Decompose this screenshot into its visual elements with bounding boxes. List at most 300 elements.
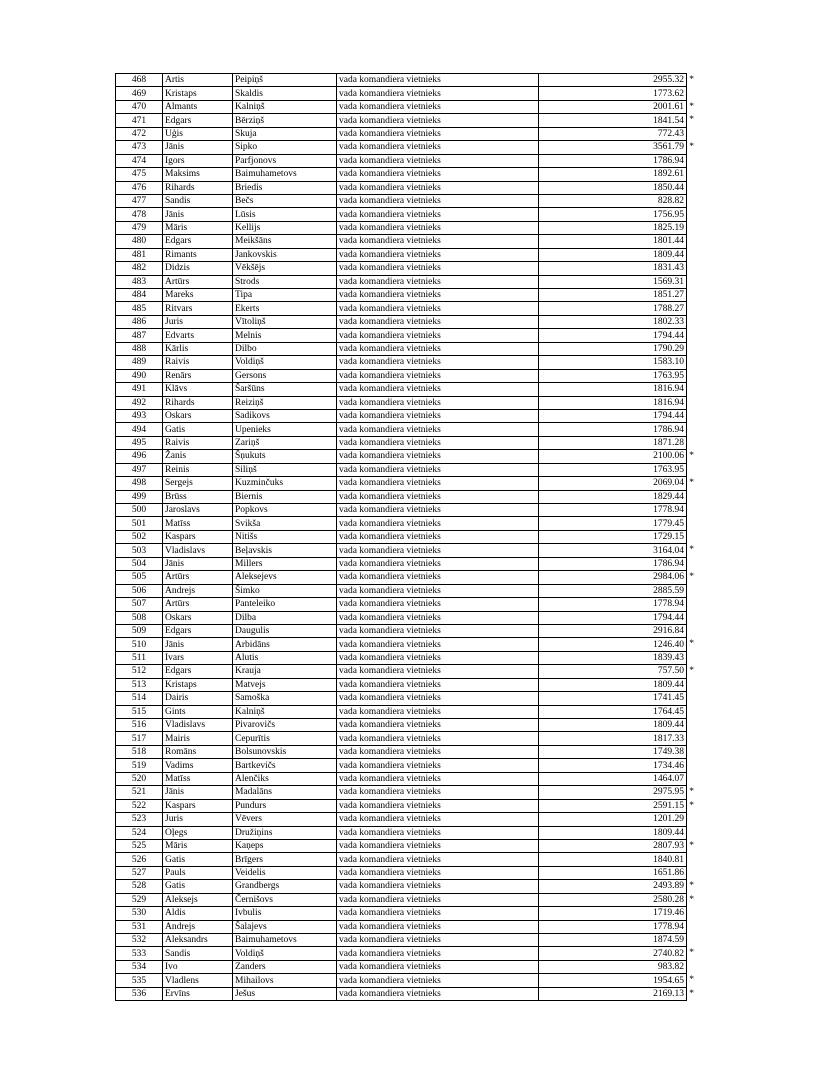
first-name-cell: Artūrs [163,275,233,288]
first-name-cell: Uģis [163,127,233,140]
first-name-cell: Edvarts [163,329,233,342]
amount-cell [539,584,687,597]
amount-value: 1741.45 [653,693,684,704]
row-number-cell: 535 [116,974,163,987]
amount-value: 1569.31 [653,276,684,287]
row-number-cell: 525 [116,839,163,852]
last-name-cell: Arbidāns [233,638,337,651]
position-cell: vada komandiera vietnieks [337,651,539,664]
first-name-cell: Jānis [163,208,233,221]
amount-cell [539,732,687,745]
amount-cell [539,759,687,772]
amount-cell [539,221,687,234]
first-name-cell: Gatis [163,423,233,436]
last-name-cell: Nitišs [233,530,337,543]
position-cell: vada komandiera vietnieks [337,920,539,933]
amount-value: 1794.44 [653,612,684,623]
position-cell: vada komandiera vietnieks [337,477,539,490]
last-name-cell: Voldiņš [233,356,337,369]
asterisk-mark: * [689,115,694,126]
first-name-cell: Ivars [163,651,233,664]
position-cell: vada komandiera vietnieks [337,463,539,476]
amount-cell [539,839,694,852]
position-cell: vada komandiera vietnieks [337,87,539,100]
last-name-cell: Veidelis [233,866,337,879]
table-row [116,571,687,584]
amount-value: 2169.13 [653,988,684,999]
position-cell: vada komandiera vietnieks [337,181,539,194]
amount-cell [539,329,687,342]
amount-cell [539,934,687,947]
amount-value: 1841.54 [653,115,684,126]
personnel-table [115,73,694,1001]
amount-value: 772.43 [657,128,684,139]
amount-cell [539,893,694,906]
row-number-cell: 524 [116,826,163,839]
table-row [116,772,687,785]
row-number-cell: 492 [116,396,163,409]
amount-value: 1840.81 [653,854,684,865]
position-cell: vada komandiera vietnieks [337,584,539,597]
table-row [116,866,687,879]
amount-cell [539,315,687,328]
row-number-cell: 526 [116,853,163,866]
table-row [116,665,687,678]
row-number-cell: 512 [116,665,163,678]
amount-value: 2807.93 [653,841,684,852]
position-cell: vada komandiera vietnieks [337,423,539,436]
amount-cell [539,87,687,100]
row-number-cell: 518 [116,745,163,758]
row-number-cell: 533 [116,947,163,960]
first-name-cell: Andrejs [163,920,233,933]
row-number-cell: 490 [116,369,163,382]
amount-cell [539,235,687,248]
row-number-cell: 504 [116,557,163,570]
amount-cell [539,409,687,422]
amount-cell [539,100,694,113]
row-number-cell: 488 [116,342,163,355]
first-name-cell: Aleksejs [163,893,233,906]
position-cell: vada komandiera vietnieks [337,665,539,678]
last-name-cell: Dilba [233,611,337,624]
position-cell: vada komandiera vietnieks [337,934,539,947]
last-name-cell: Skuja [233,127,337,140]
amount-cell [539,692,687,705]
row-number-cell: 503 [116,544,163,557]
first-name-cell: Artūrs [163,571,233,584]
last-name-cell: Kuzminčuks [233,477,337,490]
amount-value: 828.82 [657,196,684,207]
position-cell: vada komandiera vietnieks [337,813,539,826]
row-number-cell: 479 [116,221,163,234]
position-cell: vada komandiera vietnieks [337,866,539,879]
amount-value: 1778.94 [653,599,684,610]
position-cell: vada komandiera vietnieks [337,141,539,154]
asterisk-mark: * [689,840,694,851]
amount-cell [539,624,687,637]
last-name-cell: Šalajevs [233,920,337,933]
position-cell: vada komandiera vietnieks [337,194,539,207]
position-cell: vada komandiera vietnieks [337,369,539,382]
row-number-cell: 494 [116,423,163,436]
last-name-cell: Madalāns [233,786,337,799]
row-number-cell: 511 [116,651,163,664]
table-row [116,907,687,920]
row-number-cell: 507 [116,598,163,611]
amount-cell [539,745,687,758]
amount-cell [539,974,694,987]
amount-value: 1763.95 [653,370,684,381]
first-name-cell: Jānis [163,786,233,799]
asterisk-mark: * [689,572,694,583]
amount-value: 1829.44 [653,491,684,502]
first-name-cell: Didzis [163,262,233,275]
position-cell: vada komandiera vietnieks [337,504,539,517]
last-name-cell: Bartkevičs [233,759,337,772]
amount-value: 2580.28 [653,894,684,905]
first-name-cell: Vadims [163,759,233,772]
amount-value: 1831.43 [653,263,684,274]
row-number-cell: 534 [116,960,163,973]
last-name-cell: Meikšāns [233,235,337,248]
first-name-cell: Kristaps [163,678,233,691]
row-number-cell: 495 [116,436,163,449]
last-name-cell: Vēkšējs [233,262,337,275]
first-name-cell: Reinis [163,463,233,476]
row-number-cell: 530 [116,907,163,920]
amount-value: 1809.44 [653,827,684,838]
amount-value: 2001.61 [653,102,684,113]
amount-cell [539,719,687,732]
row-number-cell: 531 [116,920,163,933]
amount-cell [539,356,687,369]
amount-cell [539,571,694,584]
table-row [116,893,687,906]
position-cell: vada komandiera vietnieks [337,544,539,557]
amount-value: 1246.40 [653,639,684,650]
position-cell: vada komandiera vietnieks [337,275,539,288]
amount-value: 1719.46 [653,908,684,919]
last-name-cell: Sadikovs [233,409,337,422]
table-row [116,705,687,718]
row-number-cell: 499 [116,490,163,503]
amount-cell [539,530,687,543]
first-name-cell: Andrejs [163,584,233,597]
last-name-cell: Dilbo [233,342,337,355]
last-name-cell: Grandbergs [233,880,337,893]
last-name-cell: Bērziņš [233,114,337,127]
amount-cell [539,947,694,960]
last-name-cell: Millers [233,557,337,570]
last-name-cell: Ekerts [233,302,337,315]
table-row [116,813,687,826]
first-name-cell: Aldis [163,907,233,920]
table-row [116,275,687,288]
table-row [116,624,687,637]
amount-cell [539,799,694,812]
amount-cell [539,960,687,973]
last-name-cell: Alenčiks [233,772,337,785]
first-name-cell: Edgars [163,624,233,637]
position-cell: vada komandiera vietnieks [337,557,539,570]
last-name-cell: Svikša [233,517,337,530]
table-row [116,141,687,154]
amount-value: 1734.46 [653,760,684,771]
table-row [116,853,687,866]
last-name-cell: Siliņš [233,463,337,476]
last-name-cell: Strods [233,275,337,288]
position-cell: vada komandiera vietnieks [337,598,539,611]
amount-value: 2740.82 [653,948,684,959]
last-name-cell: Ivbulis [233,907,337,920]
amount-cell [539,450,694,463]
amount-value: 1871.28 [653,438,684,449]
last-name-cell: Šaršūns [233,383,337,396]
table-row [116,504,687,517]
last-name-cell: Bolsunovskis [233,745,337,758]
asterisk-mark: * [689,975,694,986]
amount-cell [539,114,694,127]
first-name-cell: Igors [163,154,233,167]
first-name-cell: Māris [163,839,233,852]
first-name-cell: Žanis [163,450,233,463]
position-cell: vada komandiera vietnieks [337,893,539,906]
amount-value: 1801.44 [653,236,684,247]
position-cell: vada komandiera vietnieks [337,208,539,221]
asterisk-mark: * [689,639,694,650]
amount-value: 1729.15 [653,532,684,543]
position-cell: vada komandiera vietnieks [337,826,539,839]
table-row [116,880,687,893]
position-cell: vada komandiera vietnieks [337,396,539,409]
amount-cell [539,342,687,355]
row-number-cell: 520 [116,772,163,785]
position-cell: vada komandiera vietnieks [337,624,539,637]
row-number-cell: 527 [116,866,163,879]
last-name-cell: Krauja [233,665,337,678]
position-cell: vada komandiera vietnieks [337,772,539,785]
amount-cell [539,141,694,154]
amount-value: 1851.27 [653,290,684,301]
position-cell: vada komandiera vietnieks [337,262,539,275]
first-name-cell: Edgars [163,665,233,678]
first-name-cell: Gatis [163,880,233,893]
row-number-cell: 478 [116,208,163,221]
row-number-cell: 536 [116,987,163,1000]
table-row [116,194,687,207]
last-name-cell: Kalniņš [233,100,337,113]
amount-cell [539,920,687,933]
table-row [116,598,687,611]
amount-value: 1779.45 [653,518,684,529]
amount-value: 983.82 [657,962,684,973]
table-row [116,719,687,732]
amount-value: 1749.38 [653,747,684,758]
table-row [116,342,687,355]
amount-cell [539,154,687,167]
amount-value: 1651.86 [653,868,684,879]
last-name-cell: Tipa [233,289,337,302]
amount-value: 3164.04 [653,545,684,556]
row-number-cell: 514 [116,692,163,705]
row-number-cell: 469 [116,87,163,100]
row-number-cell: 532 [116,934,163,947]
row-number-cell: 475 [116,168,163,181]
amount-cell [539,463,687,476]
first-name-cell: Jānis [163,557,233,570]
table-row [116,315,687,328]
table-row [116,450,687,463]
position-cell: vada komandiera vietnieks [337,74,539,87]
asterisk-mark: * [689,881,694,892]
position-cell: vada komandiera vietnieks [337,987,539,1000]
row-number-cell: 476 [116,181,163,194]
table-row [116,530,687,543]
first-name-cell: Rihards [163,396,233,409]
asterisk-mark: * [689,478,694,489]
first-name-cell: Renārs [163,369,233,382]
first-name-cell: Oskars [163,611,233,624]
asterisk-mark: * [689,787,694,798]
row-number-cell: 515 [116,705,163,718]
first-name-cell: Sandis [163,194,233,207]
last-name-cell: Samoška [233,692,337,705]
table-row [116,87,687,100]
last-name-cell: Beļavskis [233,544,337,557]
row-number-cell: 500 [116,504,163,517]
amount-cell [539,477,694,490]
row-number-cell: 523 [116,813,163,826]
first-name-cell: Matīss [163,517,233,530]
table-row [116,127,687,140]
row-number-cell: 489 [116,356,163,369]
position-cell: vada komandiera vietnieks [337,383,539,396]
amount-value: 2916.84 [653,626,684,637]
row-number-cell: 480 [116,235,163,248]
amount-cell [539,127,687,140]
amount-value: 2069.04 [653,478,684,489]
table-row [116,678,687,691]
first-name-cell: Oļegs [163,826,233,839]
first-name-cell: Jaroslavs [163,504,233,517]
position-cell: vada komandiera vietnieks [337,530,539,543]
table-row [116,987,687,1000]
table-row [116,221,687,234]
amount-cell [539,544,694,557]
last-name-cell: Melnis [233,329,337,342]
amount-value: 1794.44 [653,330,684,341]
table-row [116,611,687,624]
first-name-cell: Romāns [163,745,233,758]
amount-value: 757.50 [657,666,684,677]
amount-cell [539,383,687,396]
first-name-cell: Pauls [163,866,233,879]
first-name-cell: Māris [163,221,233,234]
amount-value: 1839.43 [653,653,684,664]
amount-cell [539,289,687,302]
row-number-cell: 513 [116,678,163,691]
position-cell: vada komandiera vietnieks [337,409,539,422]
last-name-cell: Brīgers [233,853,337,866]
position-cell: vada komandiera vietnieks [337,356,539,369]
position-cell: vada komandiera vietnieks [337,692,539,705]
amount-cell [539,248,687,261]
row-number-cell: 481 [116,248,163,261]
asterisk-mark: * [689,75,694,85]
first-name-cell: Vladislavs [163,719,233,732]
row-number-cell: 472 [116,127,163,140]
position-cell: vada komandiera vietnieks [337,315,539,328]
last-name-cell: Vēvers [233,813,337,826]
table-row [116,423,687,436]
first-name-cell: Artūrs [163,598,233,611]
table-row [116,329,687,342]
position-cell: vada komandiera vietnieks [337,342,539,355]
row-number-cell: 528 [116,880,163,893]
position-cell: vada komandiera vietnieks [337,719,539,732]
amount-value: 1756.95 [653,209,684,220]
table-row [116,181,687,194]
amount-value: 1816.94 [653,397,684,408]
row-number-cell: 498 [116,477,163,490]
last-name-cell: Parfjonovs [233,154,337,167]
table-row [116,235,687,248]
row-number-cell: 474 [116,154,163,167]
position-cell: vada komandiera vietnieks [337,960,539,973]
table-row [116,934,687,947]
table-row [116,974,687,987]
table-row [116,409,687,422]
first-name-cell: Raivis [163,356,233,369]
table-row [116,302,687,315]
amount-cell [539,557,687,570]
row-number-cell: 509 [116,624,163,637]
amount-value: 1786.94 [653,558,684,569]
first-name-cell: Mairis [163,732,233,745]
first-name-cell: Sergejs [163,477,233,490]
amount-value: 1583.10 [653,357,684,368]
row-number-cell: 482 [116,262,163,275]
first-name-cell: Kārlis [163,342,233,355]
last-name-cell: Alutis [233,651,337,664]
last-name-cell: Kellijs [233,221,337,234]
last-name-cell: Bečs [233,194,337,207]
table-row [116,745,687,758]
amount-value: 1786.94 [653,424,684,435]
asterisk-mark: * [689,142,694,153]
last-name-cell: Zanders [233,960,337,973]
amount-value: 2984.06 [653,572,684,583]
amount-cell [539,598,687,611]
position-cell: vada komandiera vietnieks [337,705,539,718]
amount-value: 1790.29 [653,343,684,354]
first-name-cell: Edgars [163,235,233,248]
amount-cell [539,168,687,181]
position-cell: vada komandiera vietnieks [337,235,539,248]
amount-value: 3561.79 [653,142,684,153]
amount-cell [539,504,687,517]
amount-value: 2100.06 [653,451,684,462]
amount-cell [539,826,687,839]
row-number-cell: 516 [116,719,163,732]
first-name-cell: Gints [163,705,233,718]
first-name-cell: Aleksandrs [163,934,233,947]
position-cell: vada komandiera vietnieks [337,611,539,624]
last-name-cell: Vītoliņš [233,315,337,328]
first-name-cell: Klāvs [163,383,233,396]
first-name-cell: Jānis [163,141,233,154]
